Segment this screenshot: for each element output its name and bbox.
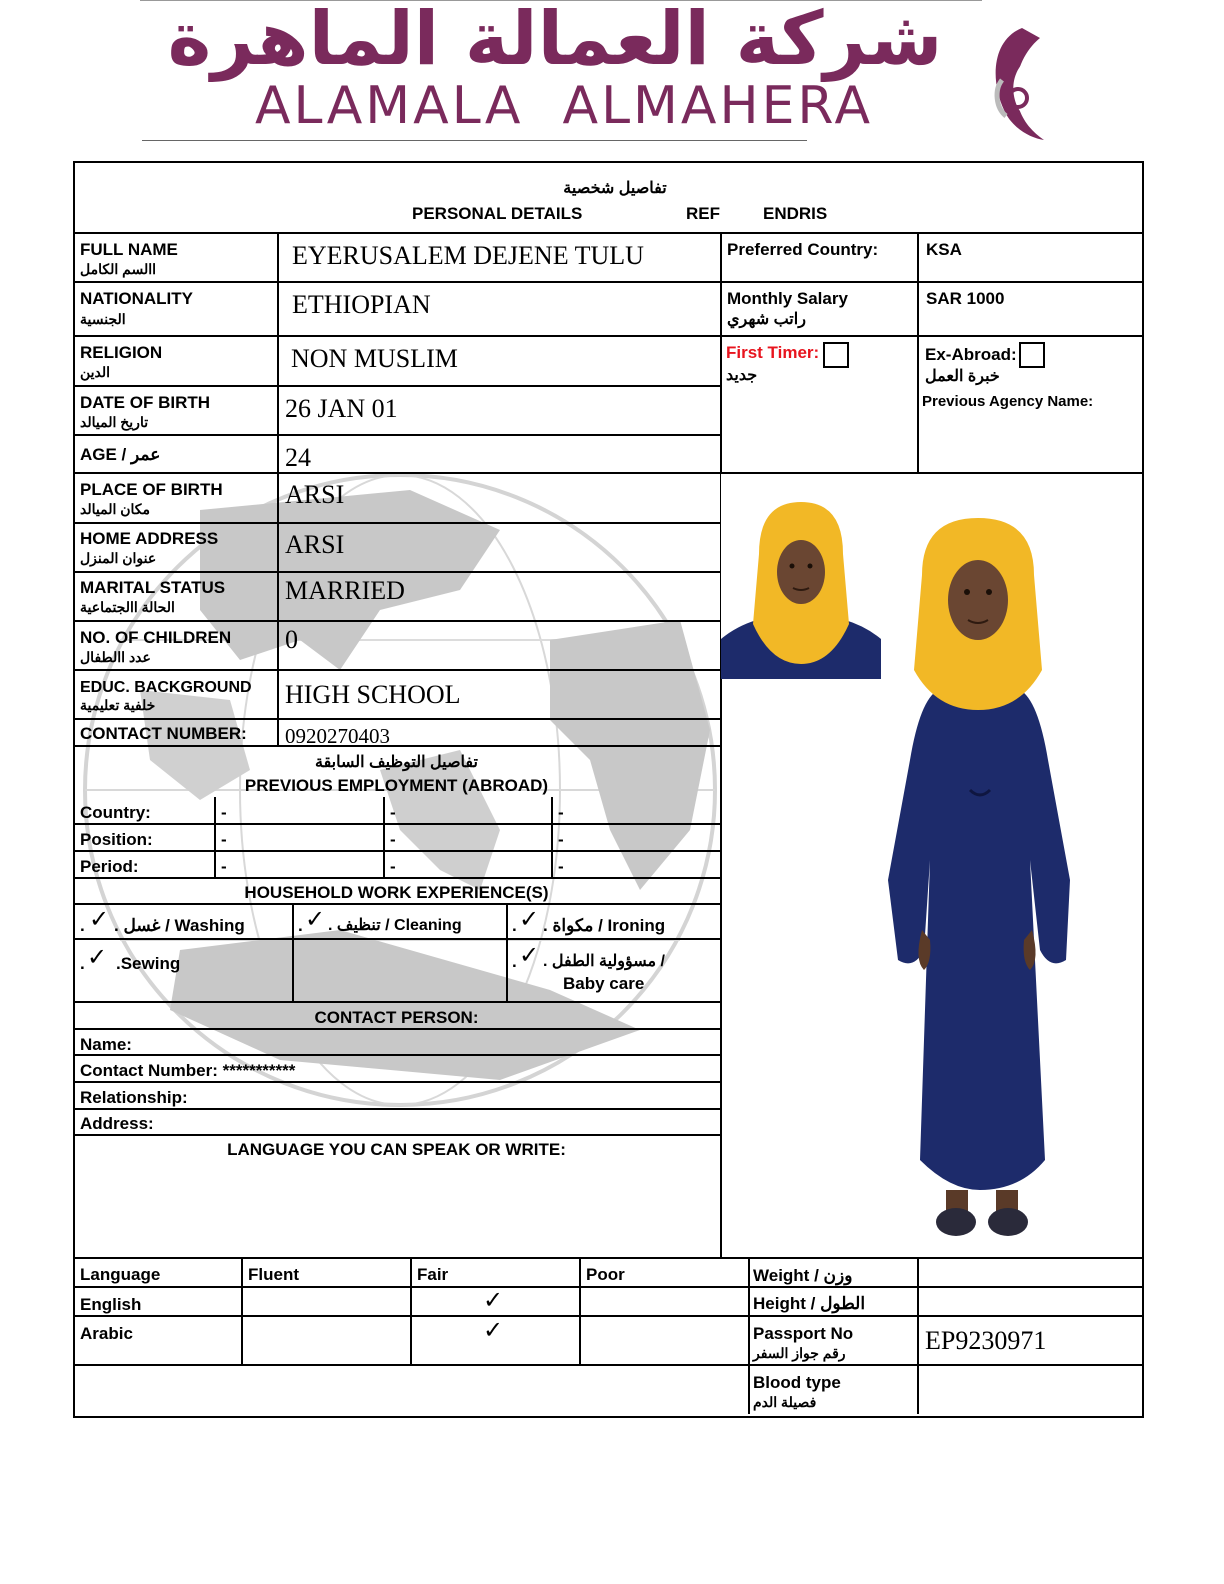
language-header-language: Language [80,1265,161,1284]
ref-value: ENDRIS [763,204,828,223]
pob-label-arabic: مكان الميالد [80,501,151,517]
marital-status-label: MARITAL STATUS [80,578,226,597]
height-label: Height / الطول [753,1294,866,1313]
cleaning-label: . تنظيف / Cleaning [328,917,462,934]
religion-value: NON MUSLIM [291,344,458,373]
educ-label-arabic: خلفية تعليمية [80,697,156,713]
contact-person-title: CONTACT PERSON: [314,1008,479,1027]
monthly-salary-label-arabic: راتب شهري [727,311,806,328]
first-timer-label: First Timer: [726,343,820,362]
educ-label: EDUC. BACKGROUND [80,679,252,696]
children-label: NO. OF CHILDREN [80,628,232,647]
babycare-dot: . [512,952,517,971]
previous-agency-label: Previous Agency Name: [922,393,1094,410]
sewing-check-icon: ✓ [87,943,108,971]
previous-employment-title: PREVIOUS EMPLOYMENT (ABROAD) [244,776,549,795]
passport-value: EP9230971 [925,1326,1047,1355]
arabic-fair-check-icon: ✓ [483,1316,504,1344]
contact-person-address-label: Address: [80,1114,154,1133]
monthly-salary-label: Monthly Salary [727,289,848,308]
language-arabic: Arabic [80,1324,133,1343]
blood-type-label-arabic: فصيلة الدم [753,1394,817,1410]
religion-label-arabic: الدين [80,364,111,380]
full-name-value: EYERUSALEM DEJENE TULU [292,241,644,270]
weight-label: Weight / وزن [753,1266,853,1285]
prev-period-label: Period: [80,857,139,876]
contact-person-number-label: Contact Number: *********** [80,1061,296,1080]
contact-number-label: CONTACT NUMBER: [80,724,247,743]
full-name-label: FULL NAME [80,240,178,259]
prev-period-cell-3: - [558,857,564,876]
personal-details-title-arabic: تفاصيل شخصية [563,180,667,197]
prev-position-cell-3: - [558,830,564,849]
nationality-label-arabic: الجنسية [80,311,126,327]
contact-number-value: 0920270403 [285,724,390,748]
home-address-label: HOME ADDRESS [80,529,219,548]
sewing-dot: . [80,954,85,973]
nationality-value: ETHIOPIAN [292,290,431,319]
household-title: HOUSEHOLD WORK EXPERIENCE(S) [244,883,549,902]
language-english: English [80,1295,142,1314]
first-timer-label-arabic: جديد [726,367,758,384]
contact-person-relationship-label: Relationship: [80,1088,188,1107]
age-value: 24 [285,443,311,472]
prev-position-cell-2: - [390,830,396,849]
religion-label: RELIGION [80,343,163,362]
blood-type-label: Blood type [753,1373,841,1392]
logo-bottom-line [142,140,807,141]
washing-label: . غسل / Washing [114,916,245,935]
english-fair-check-icon: ✓ [483,1286,504,1314]
prev-period-cell-2: - [390,857,396,876]
passport-label-arabic: رقم جواز السفر [753,1345,846,1361]
babycare-label-arabic: . مسؤولية الطفل / [543,953,665,970]
prev-country-label: Country: [80,803,151,822]
company-logo [140,0,1060,145]
ironing-check-icon: ✓ [519,905,540,933]
pob-label: PLACE OF BIRTH [80,480,223,499]
prev-position-label: Position: [80,830,153,849]
ex-abroad-label-arabic: خبرة العمل [925,368,1000,385]
language-title: LANGUAGE YOU CAN SPEAK OR WRITE: [227,1140,566,1159]
company-name-arabic: شركة العمالة الماهرة [167,0,943,82]
company-name-latin: ALAMALA ALMAHERA [254,76,874,136]
dob-label-arabic: تاريخ الميالد [80,414,149,430]
face-photo [721,474,881,679]
cleaning-dot: . [298,916,303,935]
ironing-label: . مكواة / Ironing [543,916,666,935]
marital-status-value: MARRIED [285,576,405,605]
ref-label: REF [686,204,720,223]
personal-details-title: PERSONAL DETAILS [412,204,583,223]
ex-abroad-label: Ex-Abroad: [925,345,1017,364]
washing-dot: . [80,916,85,935]
dob-label: DATE OF BIRTH [80,393,211,412]
prev-country-cell-1: - [221,803,227,822]
monthly-salary-value: SAR 1000 [926,289,1005,308]
ironing-dot: . [512,916,517,935]
home-address-value: ARSI [285,530,345,559]
children-value: 0 [285,625,298,654]
dob-value: 26 JAN 01 [285,394,398,423]
language-header-poor: Poor [586,1265,625,1284]
language-header-fair: Fair [417,1265,449,1284]
prev-position-cell-1: - [221,830,227,849]
sewing-label: .Sewing [116,954,181,973]
prev-country-cell-2: - [390,803,396,822]
nationality-label: NATIONALITY [80,289,194,308]
pob-value: ARSI [285,480,345,509]
full-body-photo [880,500,1075,1248]
cleaning-check-icon: ✓ [305,905,326,933]
prev-period-cell-1: - [221,857,227,876]
preferred-country-value: KSA [926,240,962,259]
children-label-arabic: عدد االطفال [80,649,151,665]
previous-employment-title-arabic: تفاصيل التوظيف السابقة [315,754,478,771]
washing-check-icon: ✓ [89,905,110,933]
babycare-label: Baby care [563,974,645,993]
home-address-label-arabic: عنوان المنزل [80,550,157,566]
preferred-country-label: Preferred Country: [727,240,879,259]
first-timer-checkbox[interactable] [823,342,849,368]
full-name-label-arabic: االسم الكامل [80,261,156,277]
language-header-fluent: Fluent [248,1265,299,1284]
age-label: AGE / عمر [80,445,161,464]
ex-abroad-checkbox[interactable] [1019,342,1045,368]
marital-status-label-arabic: الحالة االجتماعية [80,599,175,615]
logo-emblem-icon [982,20,1052,142]
prev-country-cell-3: - [558,803,564,822]
contact-person-name-label: Name: [80,1035,132,1054]
babycare-check-icon: ✓ [519,941,540,969]
educ-value: HIGH SCHOOL [285,680,461,709]
passport-label: Passport No [753,1324,854,1343]
